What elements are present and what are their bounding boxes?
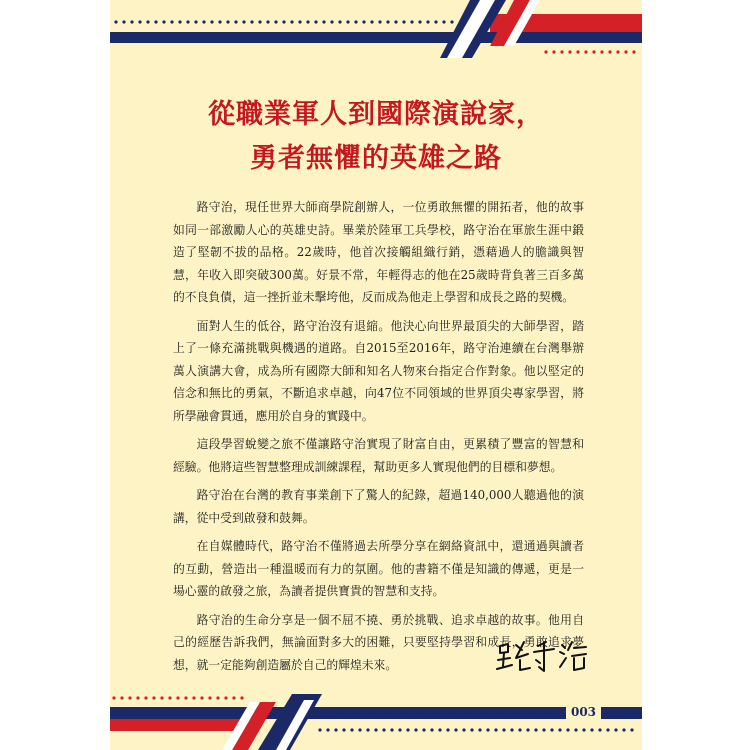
- document-page: [110, 0, 642, 750]
- paragraph: 路守治的生命分享是一個不屈不撓、勇於挑戰、追求卓越的故事。他用自己的經歷告訴我們，無論面對多大的困難，只要堅持學習和成長，勇敢追求夢想，就一定能夠創造屬於自己的輝煌未來。: [173, 612, 584, 672]
- title-line-2: 勇者無懼的英雄之路: [250, 143, 502, 174]
- paragraph: 路守治，現任世界大師商學院創辦人，一位勇敢無懼的開拓者，他的故事如同一部激勵人心的英雄史詩。畢業於陸軍工兵學校，路守治在軍旅生涯中鍛造了堅韌不拔的品格。22歲時，他首次接觸組織行銷，憑藉過人的膽識與智慧，年收入即突破300萬。好景不常，年輕得志的他在25歲時背負著三百多萬的不良負債，這一挫折並未擊垮他，反而成為他走上學習和成長之路的契機。: [173, 200, 584, 304]
- handwritten-signature: [494, 636, 594, 676]
- paragraph: 面對人生的低谷，路守治沒有退縮。他決心向世界最頂尖的大師學習，踏上了一條充滿挑戰與機遇的道路。自2015至2016年，路守治連續在台灣舉辦萬人演講大會，成為所有國際大師和知名人物來台指定合作對象。他以堅定的信念和無比的勇氣，不斷追求卓越，向47位不同領域的世界頂尖專家學習，將所學融會貫通，應用於自身的實踐中。: [173, 318, 584, 423]
- page-title: [110, 93, 642, 181]
- decorative-banner-bottom: [110, 690, 642, 750]
- paragraph: 在自媒體時代，路守治不僅將過去所學分享在網絡資訊中，還通過與讀者的互動，營造出一種溫暖而有力的氛圍。他的書籍不僅是知識的傳遞，更是一場心靈的啟發之旅，為讀者提供寶貴的智慧和支持。: [173, 539, 584, 598]
- article-body: [173, 196, 584, 682]
- title-line-1: 從職業軍人到國際演說家，: [208, 99, 544, 130]
- paragraph: 路守治在台灣的教育事業創下了驚人的紀錄，超過140,000人聽過他的演講，從中受到啟發和鼓舞。: [173, 488, 584, 525]
- page-number: 003: [566, 705, 601, 720]
- decorative-banner-top: [110, 0, 642, 60]
- paragraph: 這段學習蛻變之旅不僅讓路守治實現了財富自由，更累積了豐富的智慧和經驗。他將這些智慧整理成訓練課程，幫助更多人實現他們的目標和夢想。: [173, 437, 584, 474]
